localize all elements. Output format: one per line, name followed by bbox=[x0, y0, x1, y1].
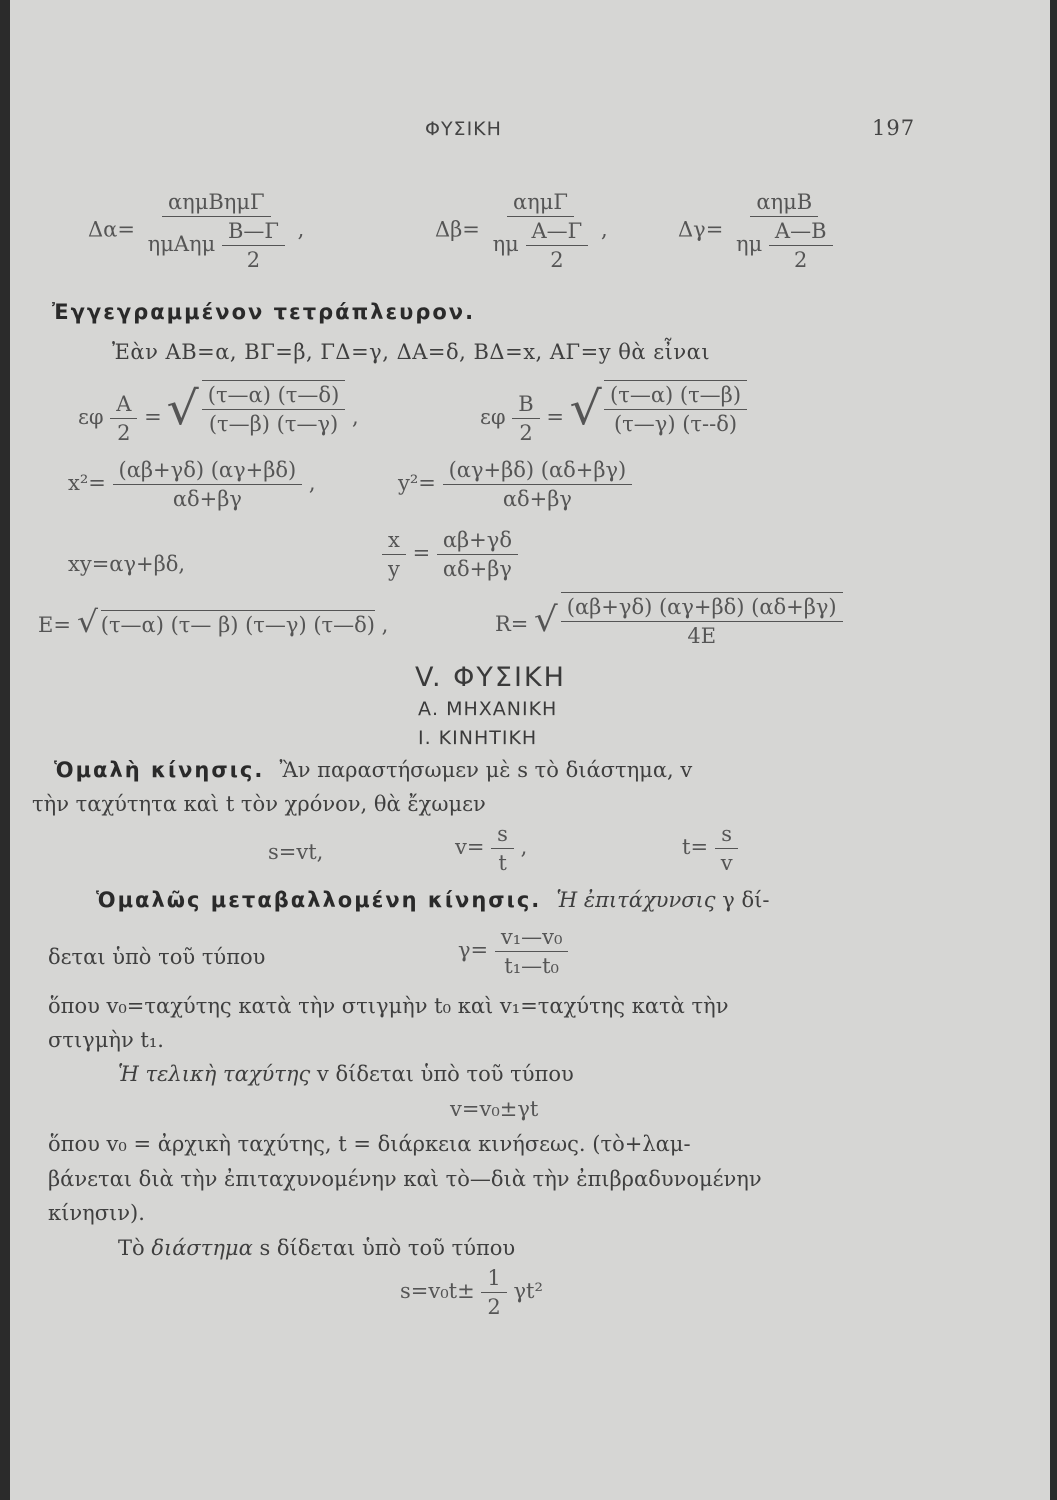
fraction-denominator: 2 bbox=[487, 1295, 501, 1319]
formula-lhs: E= bbox=[38, 613, 71, 637]
paragraph-text: Τὸ bbox=[118, 1236, 145, 1260]
fraction-denominator: αδ+βγ bbox=[172, 487, 242, 511]
half-den: 2 bbox=[550, 248, 564, 272]
accel-line3: ὅπου v₀=ταχύτης κατὰ τὴν στιγμὴν t₀ καὶ v₁=ταχύτης κατὰ τὴν bbox=[48, 994, 729, 1018]
fraction bbox=[495, 925, 569, 978]
heading-accelerated-motion: Ὁμαλῶς μεταβαλλομένη κίνησις. bbox=[96, 888, 542, 912]
subsection-mechanics: Α. ΜΗΧΑΝΙΚΗ bbox=[418, 698, 558, 720]
fraction-denominator: y bbox=[388, 557, 400, 581]
paragraph-text bbox=[556, 888, 769, 912]
fraction-numerator: (αβ+γδ) (αγ+βδ) (αδ+βγ) bbox=[561, 595, 843, 622]
formula-lhs: Δγ= bbox=[678, 217, 724, 242]
half-angle-fraction bbox=[110, 392, 137, 445]
formula-delta-a bbox=[88, 190, 304, 272]
formula-tan-a bbox=[78, 380, 359, 445]
formula-x-squared bbox=[68, 458, 316, 511]
accel-line2: δεται ὑπὸ τοῦ τύπου bbox=[48, 945, 266, 969]
formula-v-st bbox=[455, 822, 527, 875]
equals: = bbox=[144, 405, 162, 429]
paragraph-text: v δίδεται ὑπὸ τοῦ τύπου bbox=[316, 1062, 574, 1086]
half-num: Β—Γ bbox=[222, 219, 285, 246]
formula-s-vt: s=vt, bbox=[268, 840, 324, 864]
formula-lhs: s=v₀t± bbox=[400, 1279, 475, 1303]
fraction-numerator: v₁—v₀ bbox=[495, 925, 569, 952]
subsection-kinematics: Ι. ΚΙΝΗΤΙΚΗ bbox=[418, 727, 538, 749]
formula-ratio bbox=[382, 528, 518, 581]
fraction-numerator: αημΒημΓ bbox=[162, 190, 271, 217]
den-prefix: ημΑημ bbox=[147, 232, 216, 256]
heading-inscribed-quadrilateral: Ἐγγεγραμμένον τετράπλευρον. bbox=[52, 300, 476, 324]
formula-rhs: γt² bbox=[513, 1279, 543, 1303]
fraction-numerator: s bbox=[715, 822, 738, 849]
half-angle-fraction bbox=[512, 392, 539, 445]
fraction-denominator: αδ+βγ bbox=[502, 487, 572, 511]
separator: , bbox=[381, 613, 389, 637]
fraction-numerator: 1 bbox=[481, 1266, 506, 1293]
section-title: V. ΦΥΣΙΚΗ bbox=[415, 662, 566, 693]
half-den: 2 bbox=[117, 421, 131, 445]
uniform-motion-line2: τὴν ταχύτητα καὶ t τὸν χρόνον, θὰ ἔχωμεν bbox=[32, 792, 486, 816]
accel-paragraph bbox=[96, 888, 769, 912]
page-number: 197 bbox=[872, 116, 916, 140]
half-den: 2 bbox=[519, 421, 533, 445]
fraction-denominator: 4E bbox=[687, 624, 717, 648]
ratio-right bbox=[437, 528, 518, 581]
fraction-numerator: (τ—α) (τ—δ) bbox=[202, 383, 346, 410]
final-velocity-line bbox=[118, 1062, 574, 1086]
formula-lhs: γ= bbox=[458, 938, 489, 962]
heading-uniform-motion: Ὁμαλὴ κίνησις. bbox=[54, 758, 265, 782]
distance-line bbox=[118, 1236, 515, 1260]
square-root bbox=[535, 592, 843, 648]
formula-xy: xy=αγ+βδ, bbox=[68, 552, 186, 576]
radical-sign: √ bbox=[569, 381, 602, 435]
accel-line7: κίνησιν). bbox=[48, 1201, 145, 1225]
formula-distance bbox=[400, 1266, 543, 1319]
formula-lhs: x²= bbox=[68, 471, 106, 495]
fraction-denominator bbox=[142, 217, 291, 272]
paragraph-text: Ἂν παραστήσωμεν μὲ s τὸ διάστημα, v bbox=[279, 758, 693, 782]
fraction bbox=[487, 190, 595, 272]
fraction-numerator: αβ+γδ bbox=[437, 528, 518, 555]
fraction bbox=[443, 458, 633, 511]
running-title: ΦΥΣΙΚΗ bbox=[425, 118, 502, 140]
den-prefix: ημ bbox=[736, 232, 763, 256]
radical-sign: √ bbox=[76, 605, 98, 640]
square-root bbox=[76, 605, 375, 640]
fraction bbox=[481, 1266, 506, 1319]
fraction bbox=[113, 458, 303, 511]
italic-term: Ἡ τελικὴ ταχύτης bbox=[118, 1062, 311, 1086]
formula-final-velocity: v=v₀±γt bbox=[450, 1097, 539, 1121]
formula-lhs: R= bbox=[495, 612, 529, 636]
radical-sign: √ bbox=[166, 381, 200, 435]
ratio-left bbox=[382, 528, 406, 581]
formula-delta-c bbox=[678, 190, 839, 272]
fraction-numerator: (τ—α) (τ—β) bbox=[604, 383, 747, 410]
fraction bbox=[202, 380, 346, 436]
separator: , bbox=[600, 217, 608, 242]
accel-line5: ὅπου v₀ = ἀρχικὴ ταχύτης, t = διάρκεια κινήσεως. (τὸ+λαμ- bbox=[48, 1132, 691, 1156]
book-page bbox=[10, 0, 1050, 1500]
fraction-denominator: t₁—t₀ bbox=[504, 954, 559, 978]
fraction-denominator bbox=[487, 217, 595, 272]
separator: , bbox=[297, 217, 305, 242]
fraction-denominator bbox=[730, 217, 839, 272]
formula-t-sv bbox=[682, 822, 739, 875]
formula-area-E bbox=[38, 605, 389, 640]
formula-y-squared bbox=[398, 458, 632, 511]
square-root bbox=[571, 380, 747, 436]
separator: , bbox=[351, 405, 359, 429]
accel-line4: στιγμὴν t₁. bbox=[48, 1028, 164, 1052]
equals: = bbox=[546, 405, 565, 429]
fraction-numerator: (αγ+βδ) (αδ+βγ) bbox=[443, 458, 633, 485]
formula-lhs: Δα= bbox=[88, 217, 135, 242]
paragraph-text: s δίδεται ὑπὸ τοῦ τύπου bbox=[259, 1236, 516, 1260]
text-end: γ δί- bbox=[722, 888, 770, 912]
italic-term: διάστημα bbox=[151, 1236, 253, 1260]
fraction bbox=[715, 822, 739, 875]
fraction-denominator: t bbox=[498, 851, 507, 875]
accel-line6: βάνεται διὰ τὴν ἐπιταχυνομένην καὶ τὸ—διὰ τὴν ἐπιβραδυνομένην bbox=[48, 1167, 762, 1191]
half-den: 2 bbox=[794, 248, 808, 272]
radicand: (τ—α) (τ— β) (τ—γ) (τ—δ) bbox=[101, 610, 375, 637]
equals: = bbox=[412, 541, 431, 565]
formula-acceleration bbox=[458, 925, 568, 978]
half-angle-fraction bbox=[222, 219, 285, 272]
formula-radius-R bbox=[495, 592, 843, 648]
half-num: Α—Γ bbox=[526, 219, 589, 246]
fraction bbox=[604, 380, 747, 436]
half-den: 2 bbox=[246, 248, 261, 272]
separator: , bbox=[308, 471, 316, 495]
half-num: Α—Β bbox=[769, 219, 833, 246]
fraction-numerator: x bbox=[382, 528, 406, 555]
fraction-denominator: αδ+βγ bbox=[442, 557, 512, 581]
fraction-numerator: αημΓ bbox=[507, 190, 574, 217]
den-prefix: ημ bbox=[492, 232, 519, 256]
half-angle-fraction bbox=[526, 219, 589, 272]
formula-lhs: Δβ= bbox=[435, 217, 480, 242]
half-angle-fraction bbox=[769, 219, 833, 272]
fraction bbox=[491, 822, 514, 875]
tan-label: εφ bbox=[480, 405, 506, 429]
fraction bbox=[561, 592, 843, 648]
italic-term: Ἡ ἐπιτάχυνσις bbox=[556, 888, 716, 912]
fraction-denominator: (τ—β) (τ—γ) bbox=[208, 412, 339, 436]
fraction-denominator: v bbox=[720, 851, 733, 875]
inscribed-intro: Ἐὰν ΑΒ=α, ΒΓ=β, ΓΔ=γ, ΔΑ=δ, ΒΔ=x, ΑΓ=y θὰ εἶναι bbox=[112, 340, 711, 364]
separator: , bbox=[520, 835, 528, 859]
tan-label: εφ bbox=[78, 405, 104, 429]
fraction-denominator: (τ—γ) (τ--δ) bbox=[613, 412, 738, 436]
half-num: Α bbox=[110, 392, 137, 419]
formula-lhs: y²= bbox=[398, 471, 436, 495]
fraction-numerator: αημΒ bbox=[750, 190, 818, 217]
half-num: Β bbox=[512, 392, 539, 419]
fraction-numerator: (αβ+γδ) (αγ+βδ) bbox=[113, 458, 303, 485]
fraction bbox=[730, 190, 839, 272]
fraction bbox=[142, 190, 291, 272]
formula-tan-b bbox=[480, 380, 747, 445]
square-root bbox=[168, 380, 345, 436]
formula-lhs: t= bbox=[682, 835, 709, 859]
radical-sign: √ bbox=[534, 600, 558, 640]
formula-delta-b bbox=[435, 190, 608, 272]
uniform-motion-paragraph bbox=[54, 758, 692, 782]
formula-lhs: v= bbox=[455, 835, 485, 859]
fraction-numerator: s bbox=[491, 822, 514, 849]
